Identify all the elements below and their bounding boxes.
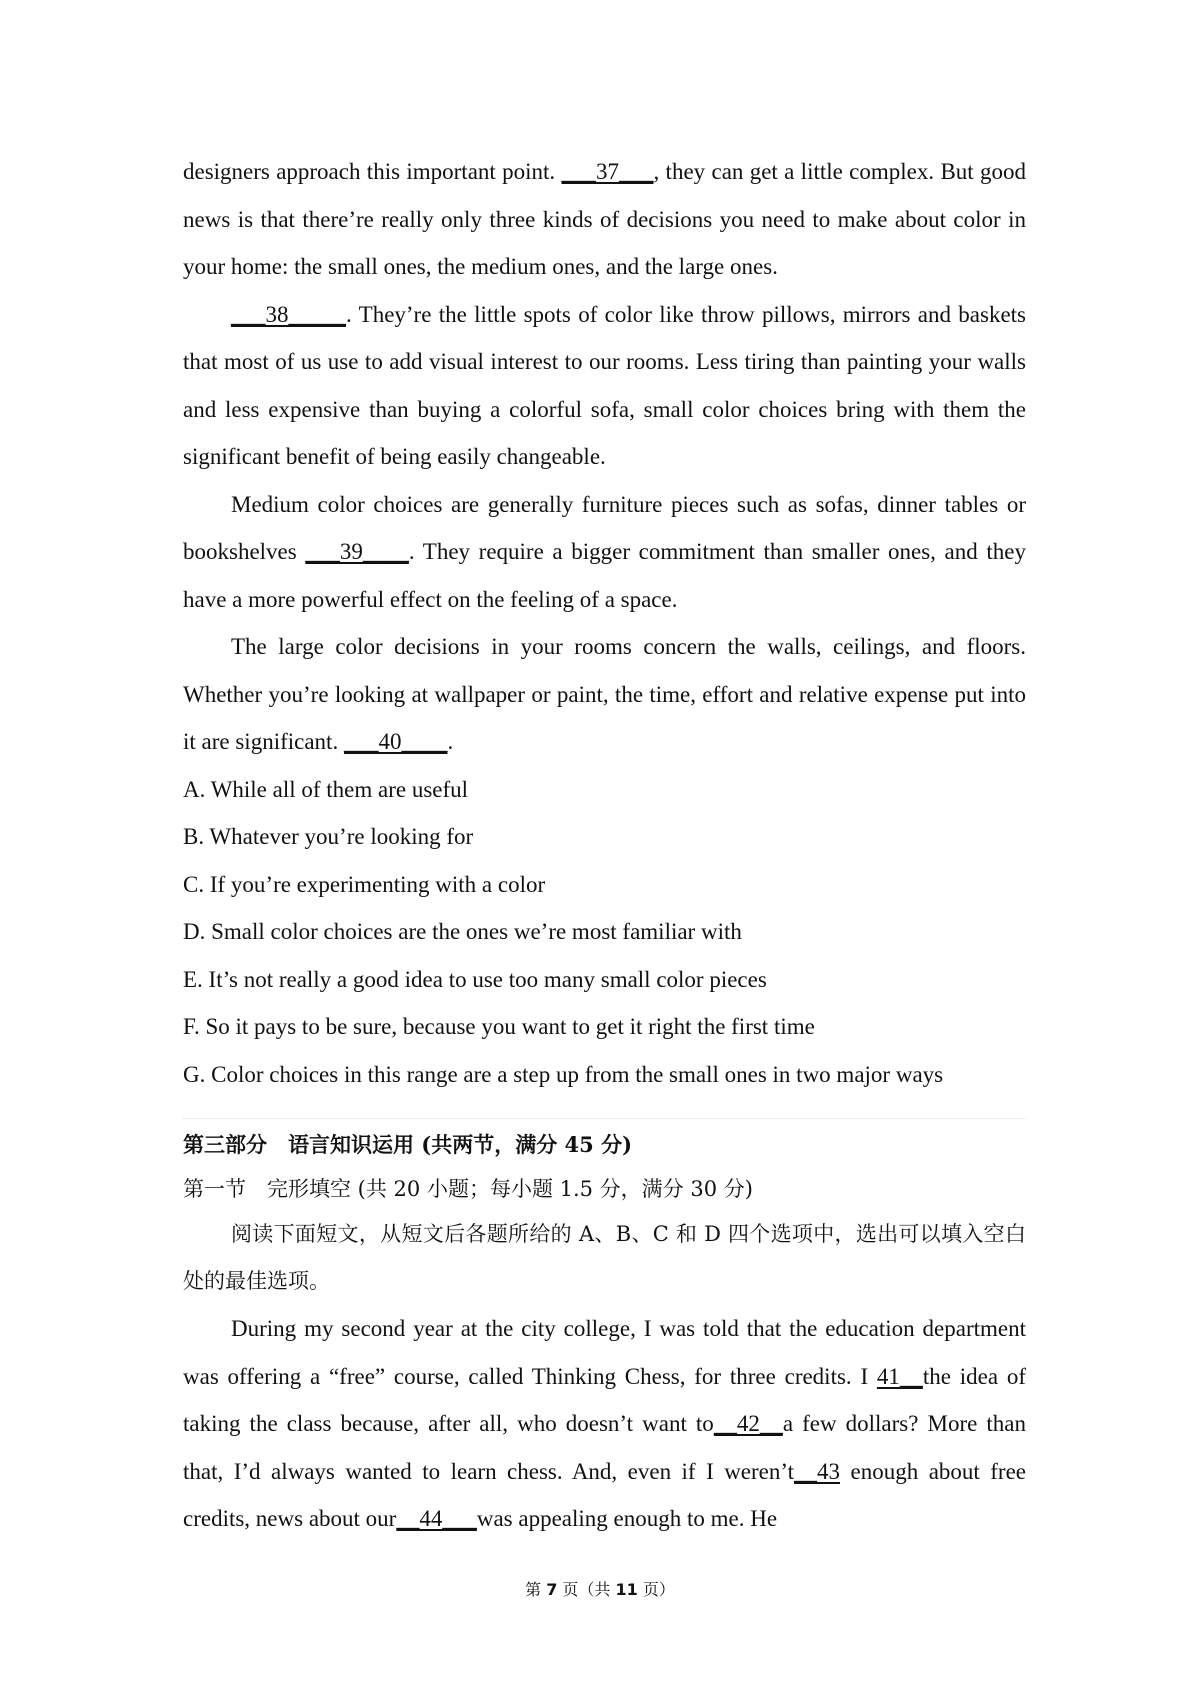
option-d: D. Small color choices are the ones we’re most familiar with [183, 919, 742, 944]
passage-paragraph-3 [183, 481, 1026, 624]
blank-44: __44___ [396, 1506, 477, 1531]
text: , they can get a little complex. But good news is that there’re really only three kinds of decisions you need to make about color in your home: the small ones, the medium ones, and the large ones. [183, 159, 1027, 279]
text: . They’re the little spots of color like throw pillows, mirrors and baskets that most of us use to add visual interest to our rooms. Less tiring than painting your walls and less expensive than buying a colorful sofa, small color choices bring with them the significant benefit of being easily changeable. [183, 301, 1026, 469]
page-footer [0, 1577, 1200, 1600]
blank-38: ___38_____ [231, 301, 346, 327]
footer-text: 第 [525, 1580, 547, 1599]
page-number: 7 [546, 1580, 558, 1599]
passage-paragraph-1 [183, 148, 1026, 291]
blank-40: ___40____ [343, 729, 448, 754]
exam-page [183, 148, 1026, 1543]
options-list [183, 766, 1026, 1099]
blank-41: 41__ [876, 1363, 923, 1389]
option-e: E. It’s not really a good idea to use too many small color pieces [183, 966, 767, 992]
option-f: F. So it pays to be sure, because you want to get it right the first time [183, 1014, 815, 1039]
text: . [447, 729, 454, 754]
text: a few dollars? More than that, I’d always wanted to learn chess. And, even if I weren’t [183, 1411, 1026, 1484]
text: the idea of taking the class because, after all, who doesn’t want to [183, 1363, 1026, 1436]
blank-42: __42__ [713, 1411, 783, 1436]
passage-paragraph-2 [183, 291, 1026, 481]
footer-text: 页） [637, 1580, 675, 1599]
cloze-passage [183, 1305, 1026, 1543]
blank-39: ___39____ [305, 539, 409, 564]
option-b: B. Whatever you’re looking for [183, 824, 474, 849]
section-subtitle: 第一节 完形填空 (共 20 小题；每小题 1.5 分，满分 30 分) [183, 1177, 753, 1201]
footer-text: 页（共 [557, 1580, 616, 1599]
option-a: A. While all of them are useful [183, 776, 469, 802]
blank-43: __43 [794, 1458, 841, 1484]
option-c: C. If you’re experimenting with a color [183, 871, 546, 897]
text: Medium color choices are generally furniture pieces such as sofas, dinner tables or bookshelves [183, 491, 1026, 564]
page-total: 11 [615, 1580, 638, 1599]
text: . They require a bigger commitment than smaller ones, and they have a more powerful effect on the feeling of a space. [183, 539, 1026, 612]
blank-37: ___37___ [561, 159, 654, 184]
text: enough about free credits, news about our [183, 1458, 1026, 1531]
text: designers approach this important point. [183, 159, 562, 184]
option-g: G. Color choices in this range are a step up from the small ones in two major ways [183, 1061, 944, 1087]
section-title: 第三部分 语言知识运用 (共两节，满分 45 分) [183, 1132, 633, 1157]
section-divider [183, 1118, 1026, 1119]
passage-paragraph-4 [183, 623, 1026, 766]
text: was appealing enough to me. He [476, 1506, 778, 1531]
text: During my second year at the city college, I was told that the education department was offering a “free” course, called Thinking Chess, for three credits. I [183, 1316, 1026, 1389]
text: The large color decisions in your rooms concern the walls, ceilings, and floors. Whether you’re looking at wallpaper or paint, the time, effort and relative expense put into it are significant. [183, 634, 1026, 754]
section-instruction: 阅读下面短文，从短文后各题所给的 A、B、C 和 D 四个选项中，选出可以填入空白处的最佳选项。 [183, 1222, 1026, 1293]
